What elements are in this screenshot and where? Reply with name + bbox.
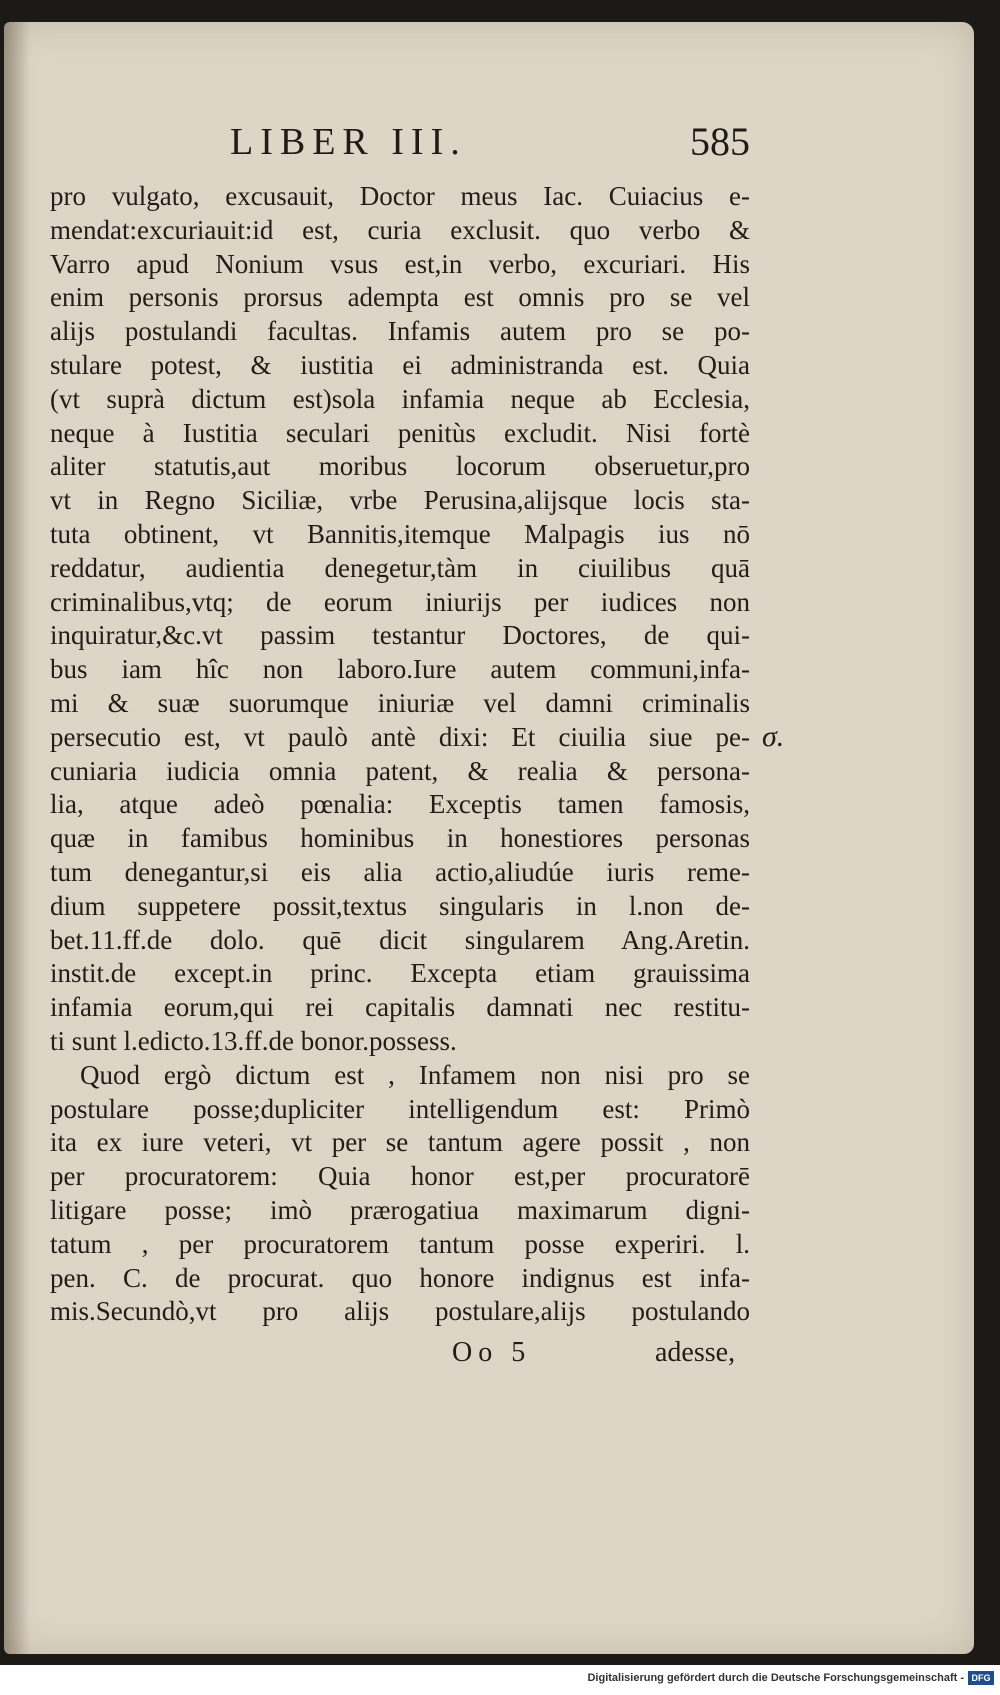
paragraph-start-line: Quod ergò dictum est , Infamem non nisi pro se <box>80 1059 750 1090</box>
text-line: instit.de except.in princ. Excepta etiam grauissima <box>50 958 750 989</box>
text-line: quæ in famibus hominibus in honestiores personas <box>50 823 750 854</box>
text-line: litigare posse; imò prærogatiua maximarum digni- <box>50 1194 750 1225</box>
page-number: 585 <box>690 119 750 164</box>
text-line: stulare potest, & iustitia ei administranda est. Quia <box>50 349 750 380</box>
text-line: (vt suprà dictum est)sola infamia neque ab Ecclesia, <box>50 383 750 414</box>
body-text <box>50 180 750 1329</box>
text-line: ti sunt l.edicto.13.ff.de bonor.possess. <box>50 1025 457 1056</box>
text-line: dium suppetere possit,textus singularis in l.non de- <box>50 890 750 921</box>
text-line: mis.Secundò,vt pro alijs postulare,alijs postulando <box>50 1296 750 1327</box>
text-line: persecutio est, vt paulò antè dixi: Et ciuilia siue pe- <box>50 721 750 752</box>
text-line: cuniaria iudicia omnia patent, & realia & persona- <box>50 755 750 786</box>
catchword: adesse, <box>655 1337 736 1368</box>
text-line: bet.11.ff.de dolo. quē dicit singularem Ang.Aretin. <box>50 924 750 955</box>
text-line: enim personis prorsus adempta est omnis pro se vel <box>50 282 750 313</box>
text-line: pro vulgato, excusauit, Doctor meus Iac. Cuiacius e- <box>50 181 750 211</box>
text-line: criminalibus,vtq; de eorum iniurijs per iudices non <box>50 586 750 617</box>
text-line: ita ex iure veteri, vt per se tantum agere possit , non <box>50 1127 750 1158</box>
text-line: per procuratorem: Quia honor est,per procuratorē <box>50 1161 750 1192</box>
text-line: mendat:excuriauit:id est, curia exclusit. quo verbo & <box>50 214 750 245</box>
text-line: bus iam hîc non laboro.Iure autem communi,infa- <box>50 654 750 685</box>
funding-credit: Digitalisierung gefördert durch die Deutsche Forschungsgemeinschaft - <box>587 1672 964 1684</box>
text-line: tuta obtinent, vt Bannitis,itemque Malpagis ius nō <box>50 518 750 549</box>
text-line: reddatur, audientia denegetur,tàm in ciuilibus quā <box>50 552 750 583</box>
text-line: neque à Iustitia seculari penitùs excludit. Nisi fortè <box>50 417 750 448</box>
spine-shadow <box>4 22 30 1654</box>
text-line: Varro apud Nonium vsus est,in verbo, excuriari. His <box>50 248 750 279</box>
dfg-logo: DFG <box>968 1671 994 1685</box>
text-line: postulare posse;dupliciter intelligendum est: Primò <box>50 1093 750 1124</box>
text-line: lia, atque adeò pœnalia: Exceptis tamen famosis, <box>50 789 750 820</box>
text-line: aliter statutis,aut moribus locorum obseruetur,pro <box>50 451 750 482</box>
text-line: tatum , per procuratorem tantum posse experiri. l. <box>50 1228 750 1259</box>
margin-note: σ. <box>762 720 785 753</box>
text-line: inquiratur,&c.vt passim testantur Doctores, de qui- <box>50 620 750 651</box>
text-line: infamia eorum,qui rei capitalis damnati nec restitu- <box>50 992 750 1023</box>
text-line: mi & suæ suorumque iniuriæ vel damni criminalis <box>50 687 750 718</box>
text-line: tum denegantur,si eis alia actio,aliudúe iuris reme- <box>50 856 750 887</box>
text-line: vt in Regno Siciliæ, vrbe Perusina,alijsque locis sta- <box>50 485 750 516</box>
text-line: pen. C. de procurat. quo honore indignus est infa- <box>50 1262 750 1293</box>
text-line: alijs postulandi facultas. Infamis autem pro se po- <box>50 316 750 347</box>
running-head: LIBER III. <box>230 121 467 163</box>
footer-bar <box>0 1665 1000 1695</box>
signature-mark: Oo 5 <box>452 1337 532 1368</box>
